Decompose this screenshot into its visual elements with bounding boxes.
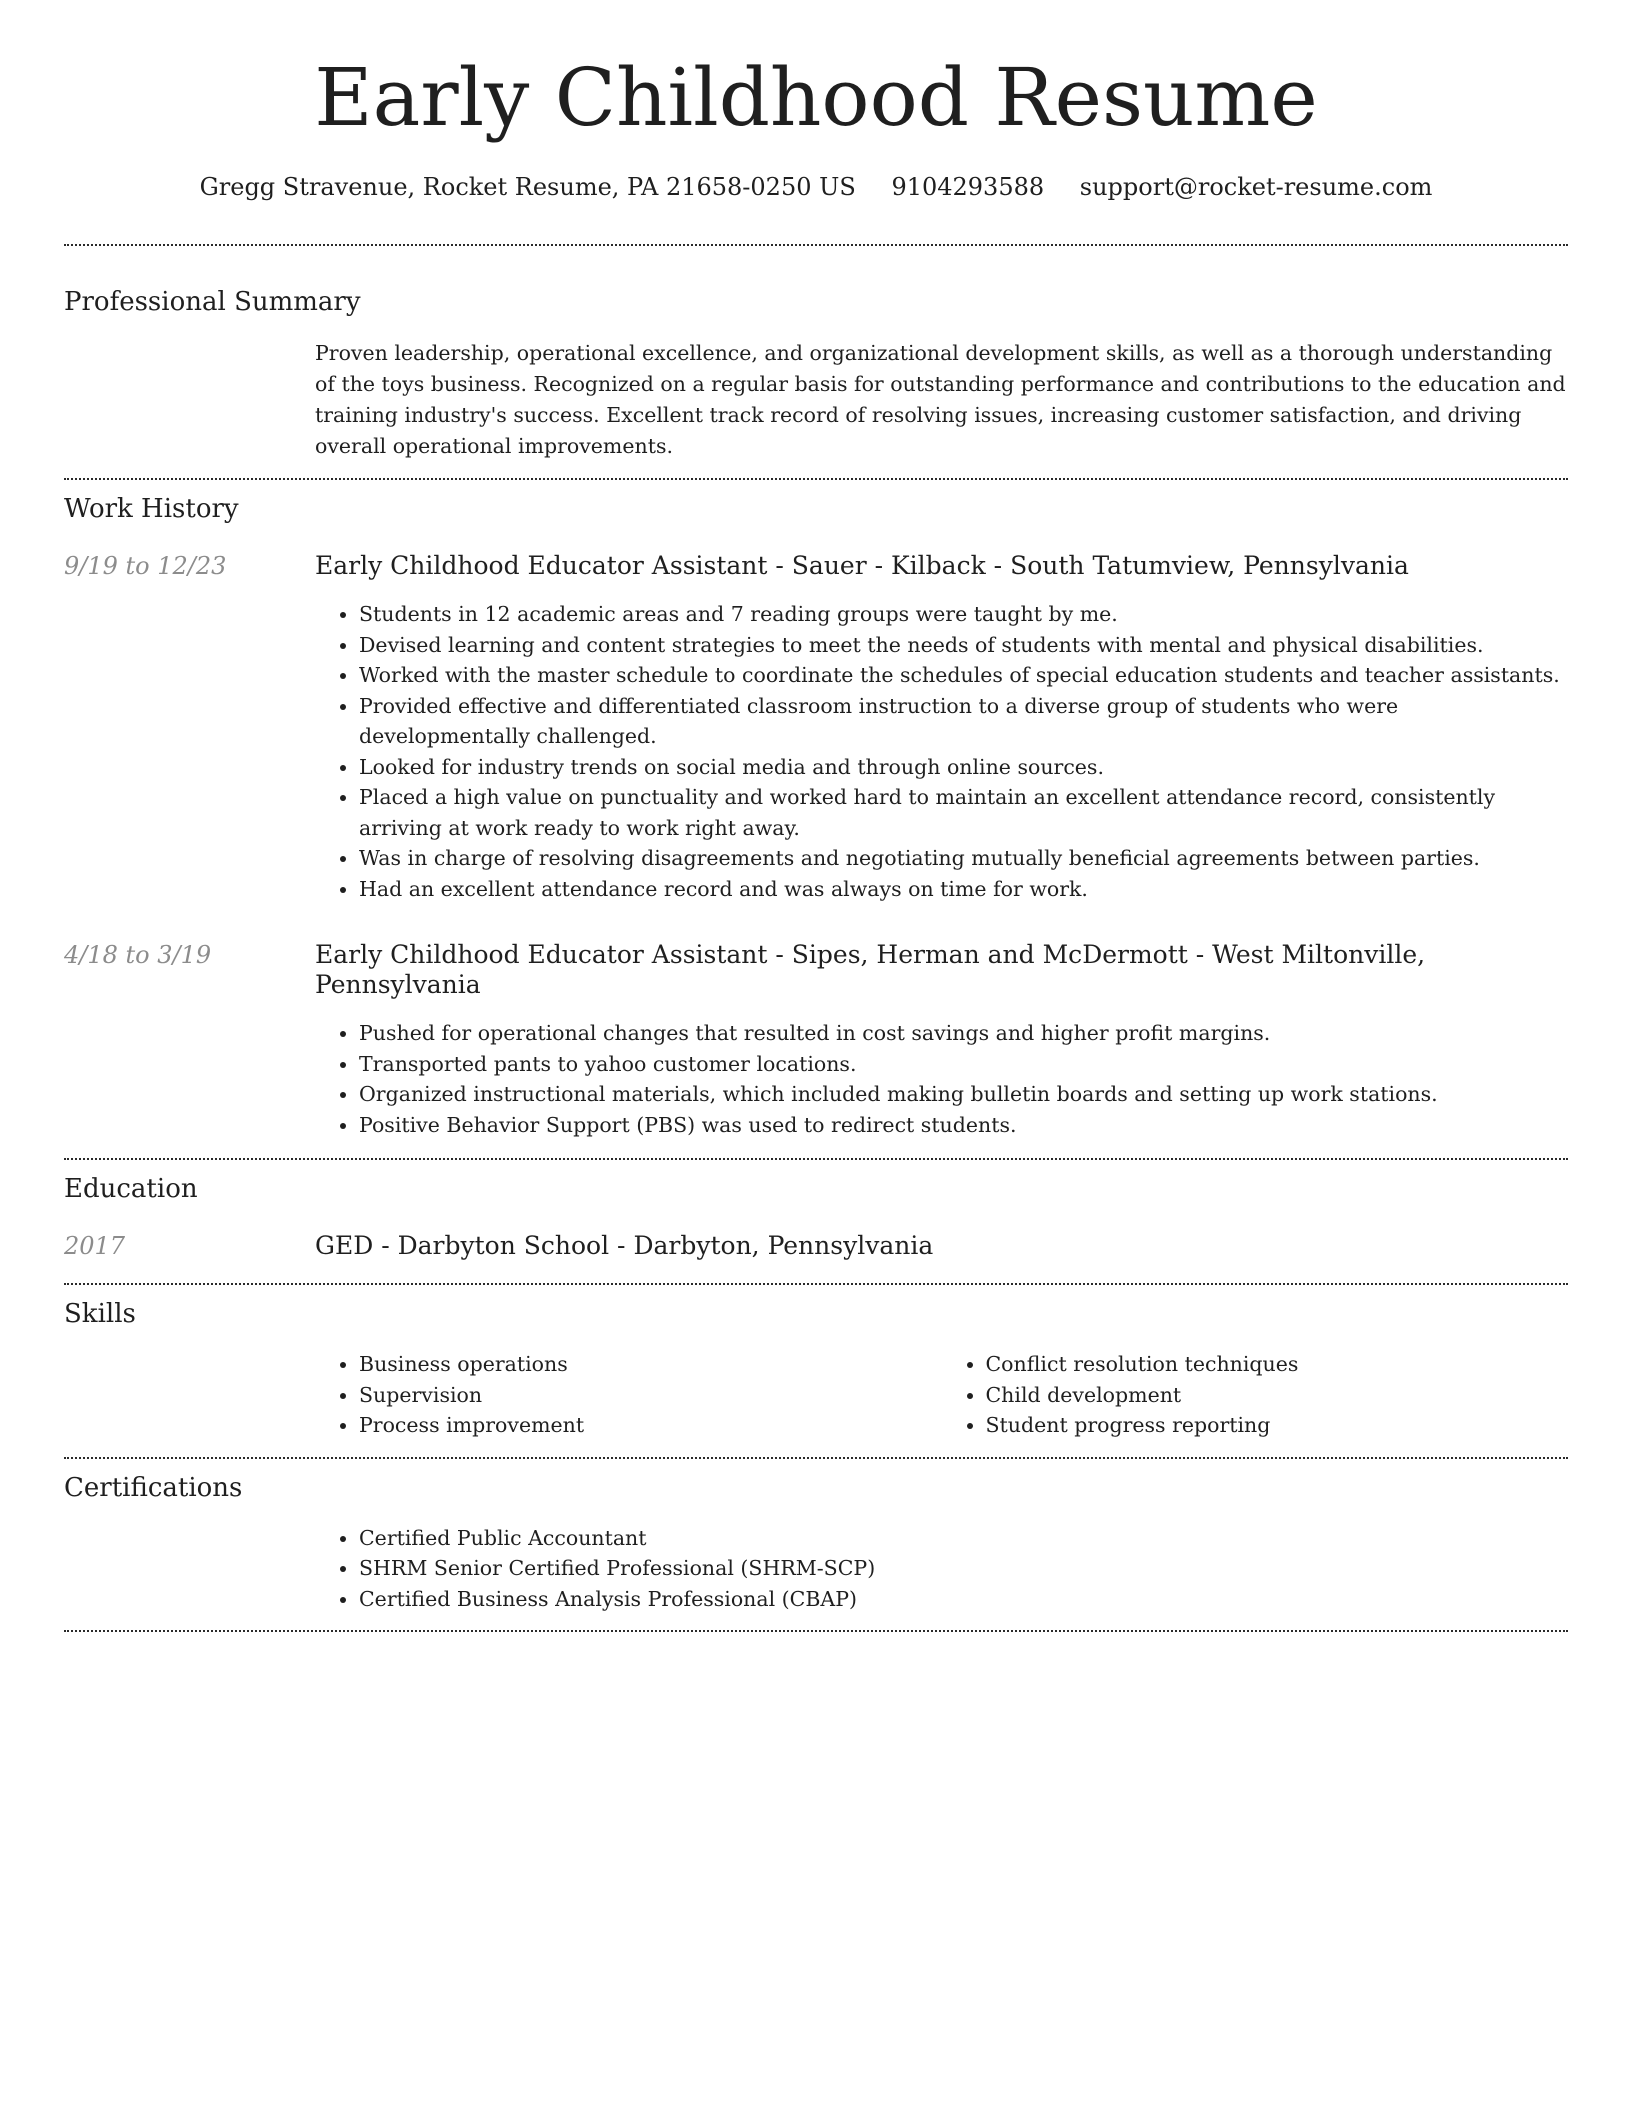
- skills-list-left: [315, 1349, 942, 1441]
- job-bullets: [315, 599, 1568, 904]
- resume-title: Early Childhood Resume: [314, 51, 1318, 144]
- divider: [64, 1457, 1568, 1459]
- work-section: [64, 493, 1568, 1140]
- certifications-list: [315, 1523, 1568, 1615]
- divider: [64, 1283, 1568, 1285]
- job-dates: 4/18 to 3/19: [64, 941, 212, 969]
- divider: [64, 478, 1568, 480]
- skills-heading: Skills: [64, 1299, 136, 1329]
- contact-phone: 9104293588: [891, 173, 1045, 201]
- divider: [64, 244, 1568, 246]
- list-item: • Process improvement: [359, 1410, 942, 1441]
- work-heading: Work History: [64, 494, 239, 524]
- list-item: • Certified Business Analysis Professional (CBAP): [359, 1584, 1568, 1615]
- contact-email: support@rocket-resume.com: [1079, 173, 1433, 201]
- list-item: • Transported pants to yahoo customer locations.: [359, 1049, 1568, 1080]
- list-item: • Conflict resolution techniques: [986, 1349, 1569, 1380]
- job-title: Early Childhood Educator Assistant - Sauer - Kilback - South Tatumview, Pennsylvania: [315, 551, 1409, 580]
- resume-page: [64, 0, 1568, 1632]
- list-item: • Pushed for operational changes that resulted in cost savings and higher profit margins.: [359, 1018, 1568, 1049]
- list-item: • Placed a high value on punctuality and worked hard to maintain an excellent attendance record, consistently arriving at work ready to work right away.: [359, 782, 1568, 843]
- list-item: • Had an excellent attendance record and was always on time for work.: [359, 874, 1568, 905]
- skills-section: [64, 1298, 1568, 1441]
- list-item: • Supervision: [359, 1380, 942, 1411]
- list-item: • Certified Public Accountant: [359, 1523, 1568, 1554]
- list-item: • SHRM Senior Certified Professional (SHRM-SCP): [359, 1553, 1568, 1584]
- list-item: • Looked for industry trends on social media and through online sources.: [359, 752, 1568, 783]
- list-item: • Child development: [986, 1380, 1569, 1411]
- list-item: • Organized instructional materials, which included making bulletin boards and setting up work stations.: [359, 1079, 1568, 1110]
- list-item: • Student progress reporting: [986, 1410, 1569, 1441]
- job-title: Early Childhood Educator Assistant - Sipes, Herman and McDermott - West Miltonville, Pennsylvania: [315, 940, 1426, 999]
- summary-text: Proven leadership, operational excellence, and organizational development skills, as well as a thorough understanding of the toys business. Recognized on a regular basis for outstanding performance and contributions to the education and training industry's success. Excellent track record of resolving issues, increasing customer satisfaction, and driving overall operational improvements.: [315, 341, 1566, 458]
- contact-address: Gregg Stravenue, Rocket Resume, PA 21658-0250 US: [199, 173, 856, 201]
- summary-section: [64, 286, 1568, 462]
- list-item: • Provided effective and differentiated classroom instruction to a diverse group of students who were developmentally challenged.: [359, 691, 1568, 752]
- education-title: GED - Darbyton School - Darbyton, Pennsylvania: [315, 1231, 934, 1260]
- education-heading: Education: [64, 1174, 198, 1204]
- contact-line: [64, 172, 1568, 202]
- job-entry: [64, 940, 1568, 1140]
- job-bullets: [315, 1018, 1568, 1140]
- list-item: • Worked with the master schedule to coordinate the schedules of special education students and teacher assistants.: [359, 660, 1568, 691]
- list-item: • Students in 12 academic areas and 7 reading groups were taught by me.: [359, 599, 1568, 630]
- education-entry: [64, 1231, 1568, 1261]
- summary-heading: Professional Summary: [64, 287, 361, 317]
- list-item: • Devised learning and content strategies to meet the needs of students with mental and physical disabilities.: [359, 630, 1568, 661]
- skills-list-right: [942, 1349, 1569, 1441]
- job-entry: [64, 551, 1568, 904]
- list-item: • Business operations: [359, 1349, 942, 1380]
- certifications-section: [64, 1472, 1568, 1615]
- list-item: • Positive Behavior Support (PBS) was used to redirect students.: [359, 1110, 1568, 1141]
- certifications-heading: Certifications: [64, 1472, 243, 1503]
- job-dates: 9/19 to 12/23: [64, 552, 227, 580]
- education-date: 2017: [64, 1232, 126, 1260]
- list-item: • Was in charge of resolving disagreements and negotiating mutually beneficial agreements between parties.: [359, 843, 1568, 874]
- divider: [64, 1158, 1568, 1160]
- education-section: [64, 1173, 1568, 1261]
- divider: [64, 1630, 1568, 1632]
